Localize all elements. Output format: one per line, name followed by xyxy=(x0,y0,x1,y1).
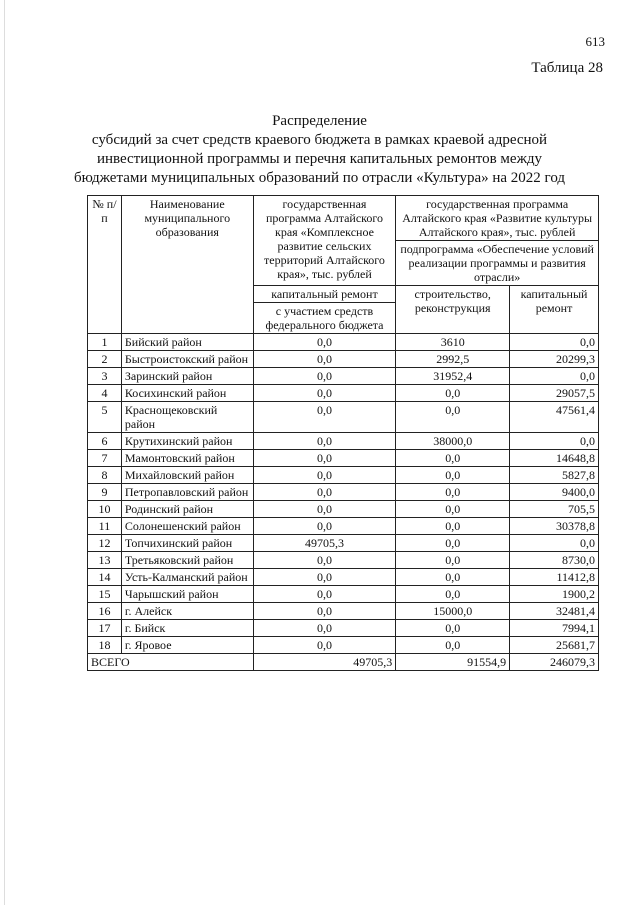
value-c-cell: 32481,4 xyxy=(510,603,599,620)
num-cell: 5 xyxy=(88,402,122,433)
name-cell: Косихинский район xyxy=(121,385,253,402)
table-row xyxy=(88,402,599,433)
table-row xyxy=(88,368,599,385)
header-name: Наименование муниципального образования xyxy=(121,196,253,334)
value-b-cell: 0,0 xyxy=(396,467,510,484)
num-cell: 15 xyxy=(88,586,122,603)
name-cell: Мамонтовский район xyxy=(121,450,253,467)
header-cap-repair-1: капитальный ремонт xyxy=(253,286,396,303)
table-row xyxy=(88,385,599,402)
value-a-cell: 0,0 xyxy=(253,402,396,433)
name-cell: Третьяковский район xyxy=(121,552,253,569)
table-row xyxy=(88,552,599,569)
header-subprogram: подпрограмма «Обеспечение условий реализации программы и развития отрасли» xyxy=(396,241,599,286)
value-c-cell: 0,0 xyxy=(510,368,599,385)
page-number: 613 xyxy=(585,34,605,49)
name-cell: Солонешенский район xyxy=(121,518,253,535)
name-cell: Родинский район xyxy=(121,501,253,518)
value-a-cell: 0,0 xyxy=(253,620,396,637)
name-cell: г. Яровое xyxy=(121,637,253,654)
name-cell: г. Алейск xyxy=(121,603,253,620)
value-a-cell: 0,0 xyxy=(253,368,396,385)
subsidy-table xyxy=(87,195,599,671)
total-value-a: 49705,3 xyxy=(253,654,396,671)
value-a-cell: 0,0 xyxy=(253,334,396,351)
name-cell: Топчихинский район xyxy=(121,535,253,552)
value-c-cell: 29057,5 xyxy=(510,385,599,402)
table-row xyxy=(88,518,599,535)
value-c-cell: 9400,0 xyxy=(510,484,599,501)
table-row xyxy=(88,569,599,586)
num-cell: 13 xyxy=(88,552,122,569)
num-cell: 1 xyxy=(88,334,122,351)
num-cell: 8 xyxy=(88,467,122,484)
value-a-cell: 0,0 xyxy=(253,385,396,402)
total-value-b: 91554,9 xyxy=(396,654,510,671)
value-b-cell: 0,0 xyxy=(396,552,510,569)
num-cell: 11 xyxy=(88,518,122,535)
table-body xyxy=(88,334,599,654)
name-cell: Петропавловский район xyxy=(121,484,253,501)
value-b-cell: 0,0 xyxy=(396,385,510,402)
table-row xyxy=(88,501,599,518)
value-b-cell: 0,0 xyxy=(396,637,510,654)
value-a-cell: 49705,3 xyxy=(253,535,396,552)
num-cell: 2 xyxy=(88,351,122,368)
table-row xyxy=(88,433,599,450)
table-row xyxy=(88,637,599,654)
name-cell: Быстроистокский район xyxy=(121,351,253,368)
value-b-cell: 0,0 xyxy=(396,484,510,501)
value-c-cell: 14648,8 xyxy=(510,450,599,467)
num-cell: 12 xyxy=(88,535,122,552)
value-b-cell: 0,0 xyxy=(396,518,510,535)
name-cell: г. Бийск xyxy=(121,620,253,637)
name-cell: Краснощековский район xyxy=(121,402,253,433)
value-c-cell: 5827,8 xyxy=(510,467,599,484)
value-b-cell: 0,0 xyxy=(396,535,510,552)
value-a-cell: 0,0 xyxy=(253,450,396,467)
value-c-cell: 0,0 xyxy=(510,535,599,552)
value-b-cell: 38000,0 xyxy=(396,433,510,450)
value-c-cell: 8730,0 xyxy=(510,552,599,569)
header-program-2: государственная программа Алтайского края «Развитие культуры Алтайского края», тыс. рублей xyxy=(396,196,599,241)
value-c-cell: 47561,4 xyxy=(510,402,599,433)
num-cell: 6 xyxy=(88,433,122,450)
value-c-cell: 30378,8 xyxy=(510,518,599,535)
value-a-cell: 0,0 xyxy=(253,467,396,484)
table-row xyxy=(88,620,599,637)
header-federal: с участием средств федерального бюджета xyxy=(253,303,396,334)
num-cell: 14 xyxy=(88,569,122,586)
heading-line: бюджетами муниципальных образований по отрасли «Культура» на 2022 год xyxy=(73,170,566,186)
value-b-cell: 31952,4 xyxy=(396,368,510,385)
name-cell: Заринский район xyxy=(121,368,253,385)
table-row xyxy=(88,586,599,603)
table-label: Таблица 28 xyxy=(531,60,603,76)
value-a-cell: 0,0 xyxy=(253,501,396,518)
table-row xyxy=(88,351,599,368)
table-row xyxy=(88,603,599,620)
num-cell: 3 xyxy=(88,368,122,385)
value-c-cell: 1900,2 xyxy=(510,586,599,603)
name-cell: Чарышский район xyxy=(121,586,253,603)
value-a-cell: 0,0 xyxy=(253,351,396,368)
value-b-cell: 0,0 xyxy=(396,569,510,586)
heading-line: Распределение xyxy=(272,113,367,129)
value-a-cell: 0,0 xyxy=(253,569,396,586)
table-row xyxy=(88,484,599,501)
value-b-cell: 15000,0 xyxy=(396,603,510,620)
value-c-cell: 705,5 xyxy=(510,501,599,518)
value-a-cell: 0,0 xyxy=(253,518,396,535)
header-program-1: государственная программа Алтайского края «Комплексное развитие сельских территорий Алтайского края», тыс. рублей xyxy=(253,196,396,286)
table-total xyxy=(88,654,599,671)
total-label: ВСЕГО xyxy=(88,654,254,671)
num-cell: 9 xyxy=(88,484,122,501)
heading-line: субсидий за счет средств краевого бюджета в рамках краевой адресной xyxy=(91,132,548,148)
value-a-cell: 0,0 xyxy=(253,586,396,603)
num-cell: 4 xyxy=(88,385,122,402)
value-b-cell: 0,0 xyxy=(396,586,510,603)
value-b-cell: 0,0 xyxy=(396,402,510,433)
value-b-cell: 0,0 xyxy=(396,620,510,637)
value-a-cell: 0,0 xyxy=(253,484,396,501)
value-a-cell: 0,0 xyxy=(253,552,396,569)
value-a-cell: 0,0 xyxy=(253,603,396,620)
header-construction: строительство, реконструкция xyxy=(396,286,510,334)
value-c-cell: 7994,1 xyxy=(510,620,599,637)
value-b-cell: 3610 xyxy=(396,334,510,351)
value-c-cell: 0,0 xyxy=(510,433,599,450)
total-value-c: 246079,3 xyxy=(510,654,599,671)
name-cell: Усть-Калманский район xyxy=(121,569,253,586)
table-row xyxy=(88,535,599,552)
value-b-cell: 2992,5 xyxy=(396,351,510,368)
value-c-cell: 20299,3 xyxy=(510,351,599,368)
value-a-cell: 0,0 xyxy=(253,637,396,654)
num-cell: 7 xyxy=(88,450,122,467)
document-heading xyxy=(0,112,639,188)
total-row xyxy=(88,654,599,671)
num-cell: 17 xyxy=(88,620,122,637)
num-cell: 10 xyxy=(88,501,122,518)
value-c-cell: 0,0 xyxy=(510,334,599,351)
header-cap-repair-2: капитальный ремонт xyxy=(510,286,599,334)
name-cell: Крутихинский район xyxy=(121,433,253,450)
name-cell: Михайловский район xyxy=(121,467,253,484)
value-c-cell: 25681,7 xyxy=(510,637,599,654)
table-row xyxy=(88,334,599,351)
value-b-cell: 0,0 xyxy=(396,501,510,518)
num-cell: 18 xyxy=(88,637,122,654)
value-a-cell: 0,0 xyxy=(253,433,396,450)
header-num: № п/п xyxy=(88,196,122,334)
table-row xyxy=(88,467,599,484)
name-cell: Бийский район xyxy=(121,334,253,351)
table-header xyxy=(88,196,599,334)
heading-line: инвестиционной программы и перечня капитальных ремонтов между xyxy=(96,151,543,167)
table-row xyxy=(88,450,599,467)
value-c-cell: 11412,8 xyxy=(510,569,599,586)
num-cell: 16 xyxy=(88,603,122,620)
value-b-cell: 0,0 xyxy=(396,450,510,467)
